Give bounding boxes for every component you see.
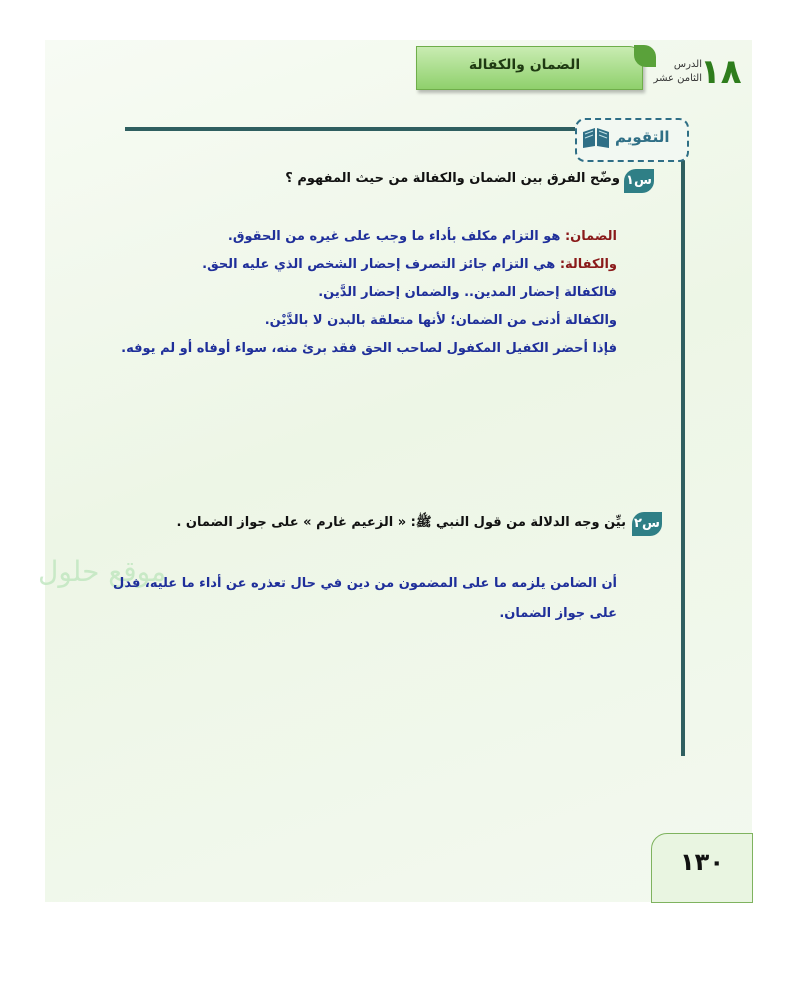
section-top-rule (125, 127, 595, 131)
answer-line: أن الضامن يلزمه ما على المضمون من دين في حال تعذره عن أداء ما عليه، فدل (113, 576, 617, 591)
question-1-text: وضّح الفرق بين الضمان والكفالة من حيث المفهوم ؟ (285, 171, 620, 186)
answer-term: الضمان: (564, 229, 617, 244)
page-number: ١٣٠ (680, 848, 724, 876)
lesson-label-word: الدرس (673, 59, 702, 70)
answer-line (318, 285, 617, 300)
site-watermark: موقع حلول (38, 555, 167, 588)
lesson-label (650, 58, 702, 86)
answer-text: فالكفالة إحضار المدين.. والضمان إحضار الدَّين. (318, 285, 617, 300)
answer-text: هو التزام مكلف بأداء ما وجب على غيره من الحقوق. (227, 229, 565, 244)
answer-text: والكفالة أدنى من الضمان؛ لأنها متعلقة بالبدن لا بالدَّيْن. (264, 313, 617, 328)
evaluation-badge (575, 118, 689, 162)
evaluation-label: التقويم (615, 128, 670, 146)
answer-line: على جواز الضمان. (499, 606, 617, 621)
lesson-title: الضمان والكفالة (468, 57, 581, 73)
lesson-label-ordinal: الثامن عشر (653, 73, 702, 84)
lesson-title-tab (416, 46, 643, 90)
answer-text: فإذا أحضر الكفيل المكفول لصاحب الحق فقد برئ منه، سواء أوفاه أو لم يوفه. (121, 341, 617, 356)
question-2-badge: س٢ (632, 512, 662, 536)
answer-text: هي التزام جائز التصرف إحضار الشخص الذي عليه الحق. (202, 257, 560, 272)
answer-line (202, 257, 617, 272)
book-icon (581, 126, 611, 150)
answer-line (121, 341, 617, 356)
question-2-text: بيِّن وجه الدلالة من قول النبي ﷺ: « الزعيم غارم » على جواز الضمان . (176, 515, 626, 530)
question-1-badge: س١ (624, 169, 654, 193)
page-number-box (651, 833, 753, 903)
section-side-rule (681, 158, 685, 756)
answer-term: والكفالة: (559, 257, 617, 272)
lesson-number: ١٨ (700, 52, 742, 92)
answer-line (265, 313, 617, 328)
answer-line (228, 229, 617, 244)
